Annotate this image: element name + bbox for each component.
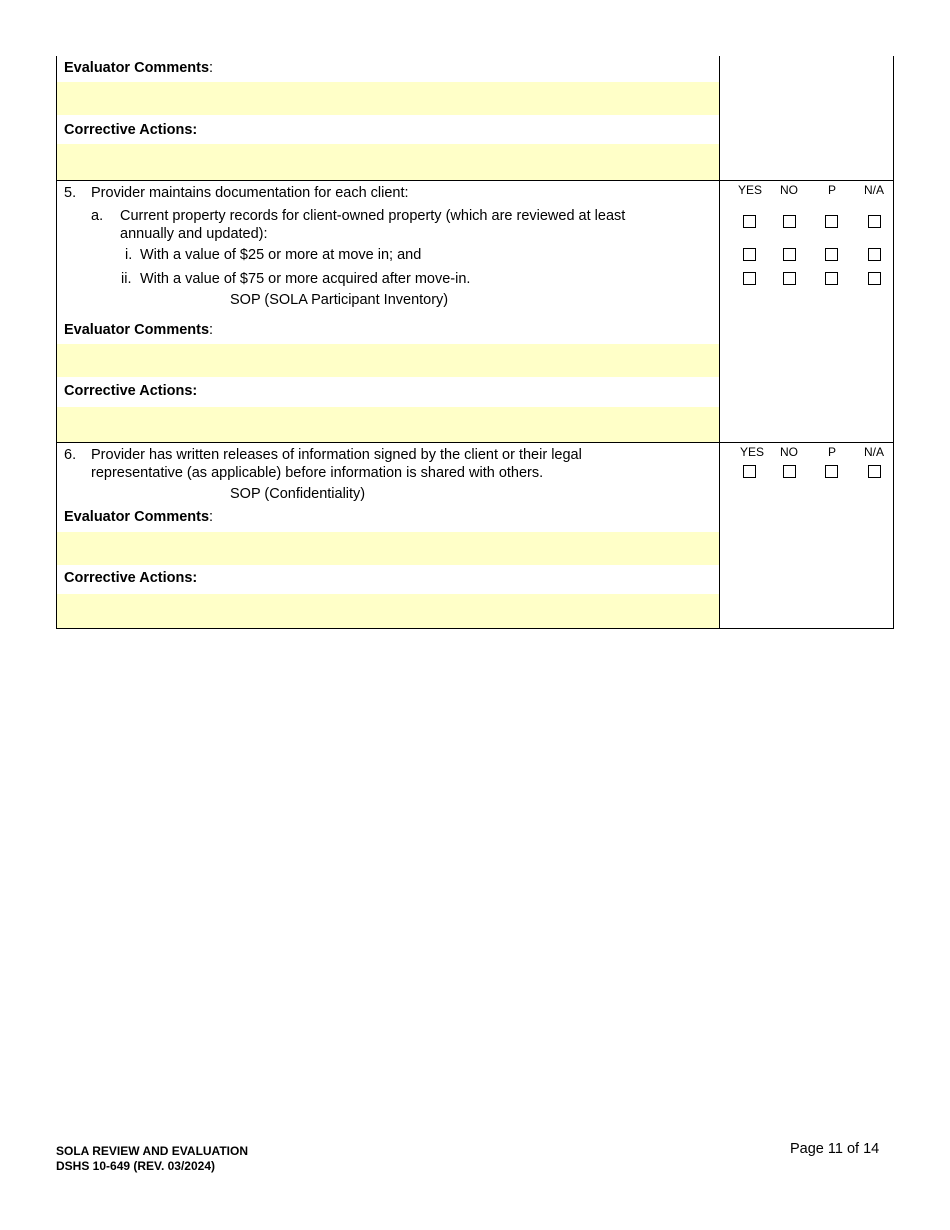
header-yes: YES — [737, 183, 762, 197]
item-5ai-no-checkbox[interactable] — [783, 248, 796, 261]
header-na: N/A — [863, 183, 884, 197]
item-6-evaluator-comments-field[interactable] — [57, 532, 719, 565]
item-5aii-yes-checkbox[interactable] — [743, 272, 756, 285]
item-6-no-checkbox[interactable] — [783, 465, 796, 478]
item-6-line2: representative (as applicable) before information is shared with others. — [91, 465, 544, 481]
item-5-evaluator-comments-label: Evaluator Comments: — [64, 322, 214, 338]
item-5aii-na-checkbox[interactable] — [868, 272, 881, 285]
footer-title: SOLA REVIEW AND EVALUATION — [56, 1144, 248, 1158]
item-5-corrective-actions-label: Corrective Actions: — [64, 383, 198, 399]
item-5a-p-checkbox[interactable] — [825, 215, 838, 228]
evaluator-comments-field[interactable] — [57, 82, 719, 115]
item-6-evaluator-comments-label: Evaluator Comments: — [64, 509, 214, 525]
item-5-corrective-actions-field[interactable] — [57, 407, 719, 442]
item-5ai-p-checkbox[interactable] — [825, 248, 838, 261]
item-5ai-marker: i. — [125, 247, 133, 263]
item-5-text: Provider maintains documentation for each client: — [91, 185, 409, 201]
item-5-sop: SOP (SOLA Participant Inventory) — [230, 292, 449, 308]
header-p: P — [827, 183, 836, 197]
item-6-na-checkbox[interactable] — [868, 465, 881, 478]
item-5-number: 5. — [64, 185, 77, 201]
item-5a-line1: Current property records for client-owned property (which are reviewed at least — [120, 208, 626, 224]
item-6-p-checkbox[interactable] — [825, 465, 838, 478]
item-5aii-p-checkbox[interactable] — [825, 272, 838, 285]
item-6-corrective-actions-label: Corrective Actions: — [64, 570, 198, 586]
item-5a-marker: a. — [91, 208, 104, 224]
item-5ai-na-checkbox[interactable] — [868, 248, 881, 261]
header-p: P — [827, 445, 836, 459]
item-6-sop: SOP (Confidentiality) — [230, 486, 366, 502]
item-5aii-text: With a value of $75 or more acquired after move-in. — [140, 271, 471, 287]
evaluator-comments-label: Evaluator Comments: — [64, 60, 214, 76]
item-6-line1: Provider has written releases of information signed by the client or their legal — [91, 447, 582, 463]
item-5a-line2: annually and updated): — [120, 226, 268, 242]
item-6-number: 6. — [64, 447, 77, 463]
item-5a-yes-checkbox[interactable] — [743, 215, 756, 228]
item-5ai-yes-checkbox[interactable] — [743, 248, 756, 261]
corrective-actions-label: Corrective Actions: — [64, 122, 198, 138]
footer-form-number: DSHS 10-649 (REV. 03/2024) — [56, 1159, 215, 1173]
item-5aii-marker: ii. — [121, 271, 132, 287]
header-no: NO — [780, 183, 798, 197]
item-5aii-no-checkbox[interactable] — [783, 272, 796, 285]
page-number: Page 11 of 14 — [790, 1141, 880, 1157]
item-5ai-text: With a value of $25 or more at move in; and — [140, 247, 422, 263]
item-5-evaluator-comments-field[interactable] — [57, 344, 719, 377]
header-no: NO — [780, 445, 798, 459]
header-na: N/A — [863, 445, 884, 459]
item-6-corrective-actions-field[interactable] — [57, 594, 719, 628]
header-yes: YES — [739, 445, 764, 459]
corrective-actions-field[interactable] — [57, 144, 719, 180]
item-5a-no-checkbox[interactable] — [783, 215, 796, 228]
item-6-yes-checkbox[interactable] — [743, 465, 756, 478]
item-5a-na-checkbox[interactable] — [868, 215, 881, 228]
